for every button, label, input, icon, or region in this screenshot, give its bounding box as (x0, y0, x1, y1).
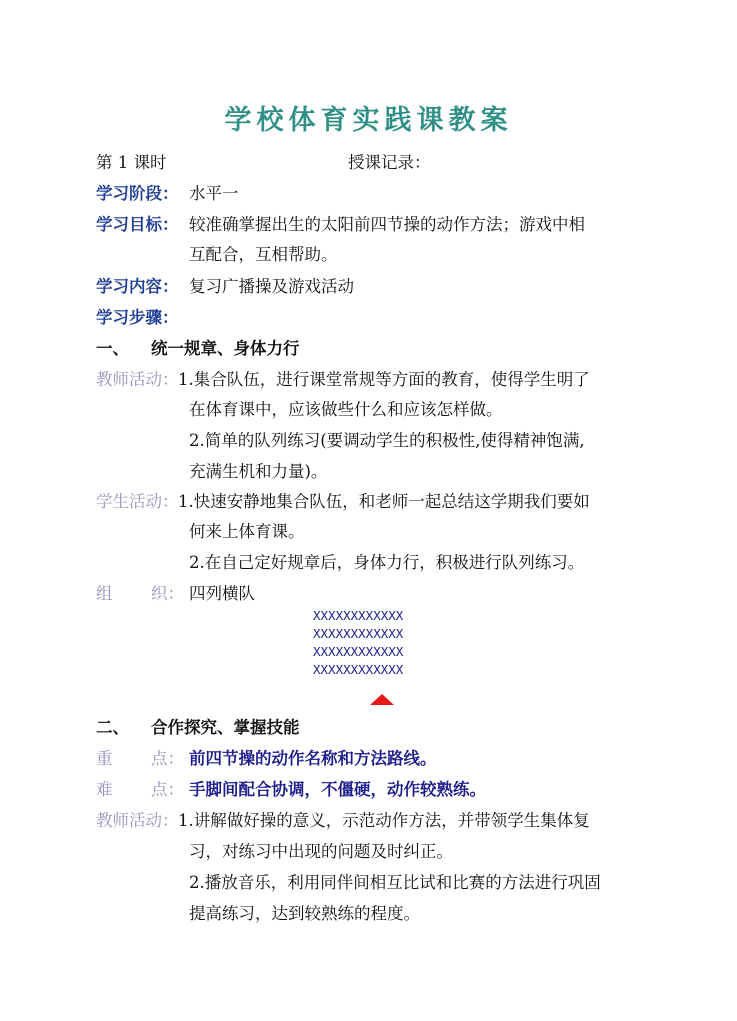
goal-text-line2: 互配合，互相帮助。 (189, 245, 338, 264)
section1-teacher-label: 教师活动： (96, 370, 179, 389)
lesson-number: 第 1 课时 (96, 153, 167, 172)
section1-student-line3: 2.在自己定好规章后，身体力行，积极进行队列练习。 (189, 553, 585, 572)
formation-row: XXXXXXXXXXXX (313, 626, 404, 641)
difficulty-label-a: 难 (96, 780, 113, 799)
section1-org-label-b: 织： (151, 584, 184, 603)
section1-teacher-line4: 充满生机和力量)。 (189, 462, 328, 481)
section1-student-line2: 何来上体育课。 (189, 522, 305, 541)
section1-heading: 统一规章、身体力行 (151, 339, 300, 358)
formation-row: XXXXXXXXXXXX (313, 644, 404, 659)
section2-teacher-line4: 提高练习，达到较熟练的程度。 (189, 904, 420, 923)
section2-teacher-line1: 1.讲解做好操的意义，示范动作方法，并带领学生集体复 (178, 811, 590, 830)
section2-teacher-line2: 习，对练习中出现的问题及时纠正。 (189, 842, 453, 861)
steps-label: 学习步骤： (96, 308, 179, 327)
content-value: 复习广播操及游戏活动 (189, 277, 354, 296)
goal-text-line1: 较准确掌握出生的太阳前四节操的动作方法；游戏中相 (189, 215, 585, 234)
content-label: 学习内容： (96, 277, 179, 296)
section1-number: 一、 (96, 339, 129, 358)
teacher-position-triangle-icon (370, 694, 394, 705)
section1-teacher-line3: 2.简单的队列练习(要调动学生的积极性,使得精神饱满, (189, 431, 585, 450)
section1-org-value: 四列横队 (189, 584, 255, 603)
difficulty-label-b: 点： (151, 780, 184, 799)
section2-number: 二、 (96, 718, 129, 737)
key-point-value: 前四节操的动作名称和方法路线。 (189, 749, 437, 768)
stage-value: 水平一 (189, 184, 239, 203)
section2-teacher-label: 教师活动： (96, 811, 179, 830)
section1-student-line1: 1.快速安静地集合队伍，和老师一起总结这学期我们要如 (178, 492, 590, 511)
stage-label: 学习阶段： (96, 184, 179, 203)
key-point-label-b: 点： (151, 749, 184, 768)
section1-teacher-line1: 1.集合队伍，进行课堂常规等方面的教育，使得学生明了 (178, 370, 590, 389)
formation-row: XXXXXXXXXXXX (313, 608, 404, 623)
section1-org-label-a: 组 (96, 584, 113, 603)
key-point-label-a: 重 (96, 749, 113, 768)
formation-row: XXXXXXXXXXXX (313, 662, 404, 677)
lesson-record-label: 授课记录： (348, 153, 431, 172)
page-title: 学校体育实践课教案 (224, 105, 513, 136)
difficulty-value: 手脚间配合协调，不僵硬，动作较熟练。 (189, 780, 486, 799)
goal-label: 学习目标： (96, 215, 179, 234)
section1-teacher-line2: 在体育课中，应该做些什么和应该怎样做。 (189, 400, 503, 419)
formation-diagram (313, 607, 403, 679)
section1-student-label: 学生活动： (96, 492, 179, 511)
section2-heading: 合作探究、掌握技能 (151, 718, 300, 737)
section2-teacher-line3: 2.播放音乐，利用同伴间相互比试和比赛的方法进行巩固 (189, 873, 601, 892)
